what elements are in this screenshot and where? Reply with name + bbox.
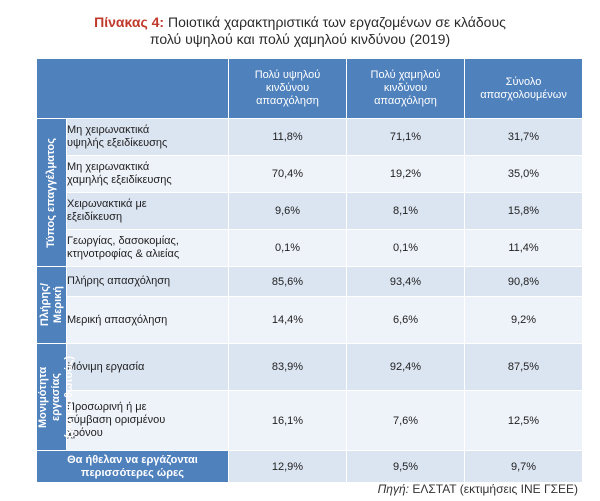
group-label-permanence-l3: (για μισθωτούς) <box>63 355 75 438</box>
table-row <box>37 119 583 156</box>
row-label-l2: κτηνοτροφίας & αλιείας <box>67 248 180 260</box>
table-row <box>37 391 583 451</box>
table-row <box>37 230 583 267</box>
group-label-permanence-l1: Μονιμότητα <box>37 366 49 428</box>
col-header-low-risk-l1: Πολύ χαμηλού <box>370 69 441 81</box>
row-label <box>67 230 229 267</box>
table-row-more-hours <box>37 451 583 483</box>
group-label-occupation <box>37 119 67 267</box>
cell-value: 31,7% <box>465 119 583 156</box>
row-label: Μόνιμη εργασία <box>67 344 229 391</box>
row-label-more-hours-l2: περισσότερες ώρες <box>81 466 184 479</box>
row-label-l2: εξειδίκευση <box>67 211 123 223</box>
cell-value: 35,0% <box>465 156 583 193</box>
row-label-l1: Μη χειρωνακτικά <box>67 161 150 173</box>
cell-value: 71,1% <box>347 119 465 156</box>
col-header-total <box>465 59 583 119</box>
col-header-high-risk <box>229 59 347 119</box>
row-label-l3: χρόνου <box>67 427 103 439</box>
group-label-full-part-l2: Μερική <box>51 286 64 324</box>
col-header-high-risk-l1: Πολύ υψηλού <box>254 69 321 81</box>
header-corner <box>37 59 229 119</box>
title-line-2: πολύ υψηλού και πολύ χαμηλού κινδύνου (2019) <box>149 31 451 47</box>
col-header-total-l1: Σύνολο <box>505 75 542 88</box>
cell-value: 16,1% <box>229 391 347 451</box>
group-label-permanence-l2: εργασίας <box>50 373 62 421</box>
cell-value: 9,5% <box>347 451 465 483</box>
cell-value: 85,6% <box>229 267 347 297</box>
cell-value: 9,7% <box>465 451 583 483</box>
col-header-total-l2: απασχολουμένων <box>480 88 567 101</box>
row-label <box>67 391 229 451</box>
cell-value: 0,1% <box>347 230 465 267</box>
row-label-l1: Προσωρινή ή με <box>67 401 147 413</box>
cell-value: 87,5% <box>465 344 583 391</box>
group-label-occupation-text: Τύπος επαγγέλματος <box>45 137 57 248</box>
cell-value: 12,9% <box>229 451 347 483</box>
cell-value: 19,2% <box>347 156 465 193</box>
table-row <box>37 344 583 391</box>
source-note <box>378 482 578 496</box>
data-table <box>36 58 583 483</box>
row-label <box>67 119 229 156</box>
title-text-1: Ποιοτικά χαρακτηριστικά των εργαζομένων σε κλάδους <box>167 14 506 30</box>
col-header-low-risk-l3: απασχόληση <box>374 95 437 107</box>
source-text: ΕΛΣΤΑΤ (εκτιμήσεις ΙΝΕ ΓΣΕΕ) <box>412 482 578 496</box>
row-label <box>67 156 229 193</box>
table-row <box>37 297 583 344</box>
table-row <box>37 156 583 193</box>
row-label-l1: Μη χειρωνακτικά <box>67 124 150 136</box>
group-label-full-part-text <box>39 283 65 326</box>
source-prefix: Πηγή: <box>377 482 409 496</box>
row-label-l2: χαμηλής εξειδίκευσης <box>67 174 172 186</box>
group-label-full-part-l1: Πλήρης/ <box>38 283 51 327</box>
cell-value: 0,1% <box>229 230 347 267</box>
col-header-low-risk <box>347 59 465 119</box>
cell-value: 12,5% <box>465 391 583 451</box>
cell-value: 8,1% <box>347 193 465 230</box>
group-label-permanence-text <box>37 356 76 438</box>
cell-value: 93,4% <box>347 267 465 297</box>
cell-value: 11,4% <box>465 230 583 267</box>
row-label-more-hours <box>37 451 229 483</box>
row-label <box>67 193 229 230</box>
table-row <box>37 267 583 297</box>
row-label-l2: σύμβαση ορισμένου <box>67 414 166 426</box>
cell-value: 11,8% <box>229 119 347 156</box>
cell-value: 14,4% <box>229 297 347 344</box>
group-label-permanence <box>37 344 75 451</box>
cell-value: 7,6% <box>347 391 465 451</box>
group-label-full-part <box>37 267 67 344</box>
row-label-l1: Γεωργίας, δασοκομίας, <box>67 235 179 247</box>
table-title <box>0 14 600 48</box>
cell-value: 9,6% <box>229 193 347 230</box>
row-label-more-hours-l1: Θα ήθελαν να εργάζονται <box>67 453 198 466</box>
cell-value: 90,8% <box>465 267 583 297</box>
row-label-l2: υψηλής εξειδίκευσης <box>67 137 168 149</box>
cell-value: 70,4% <box>229 156 347 193</box>
table-row <box>37 193 583 230</box>
cell-value: 83,9% <box>229 344 347 391</box>
col-header-low-risk-l2: κινδύνου <box>383 82 428 94</box>
row-label: Μερική απασχόληση <box>67 297 229 344</box>
row-label-l1: Χειρωνακτικά με <box>67 198 147 210</box>
title-label: Πίνακας 4: <box>94 14 165 30</box>
col-header-high-risk-l2: κινδύνου <box>265 82 310 94</box>
cell-value: 92,4% <box>347 344 465 391</box>
cell-value: 6,6% <box>347 297 465 344</box>
cell-value: 9,2% <box>465 297 583 344</box>
header-row <box>37 59 583 119</box>
row-label: Πλήρης απασχόληση <box>67 267 229 297</box>
cell-value: 15,8% <box>465 193 583 230</box>
col-header-high-risk-l3: απασχόληση <box>256 95 319 107</box>
title-line-1 <box>0 14 600 31</box>
